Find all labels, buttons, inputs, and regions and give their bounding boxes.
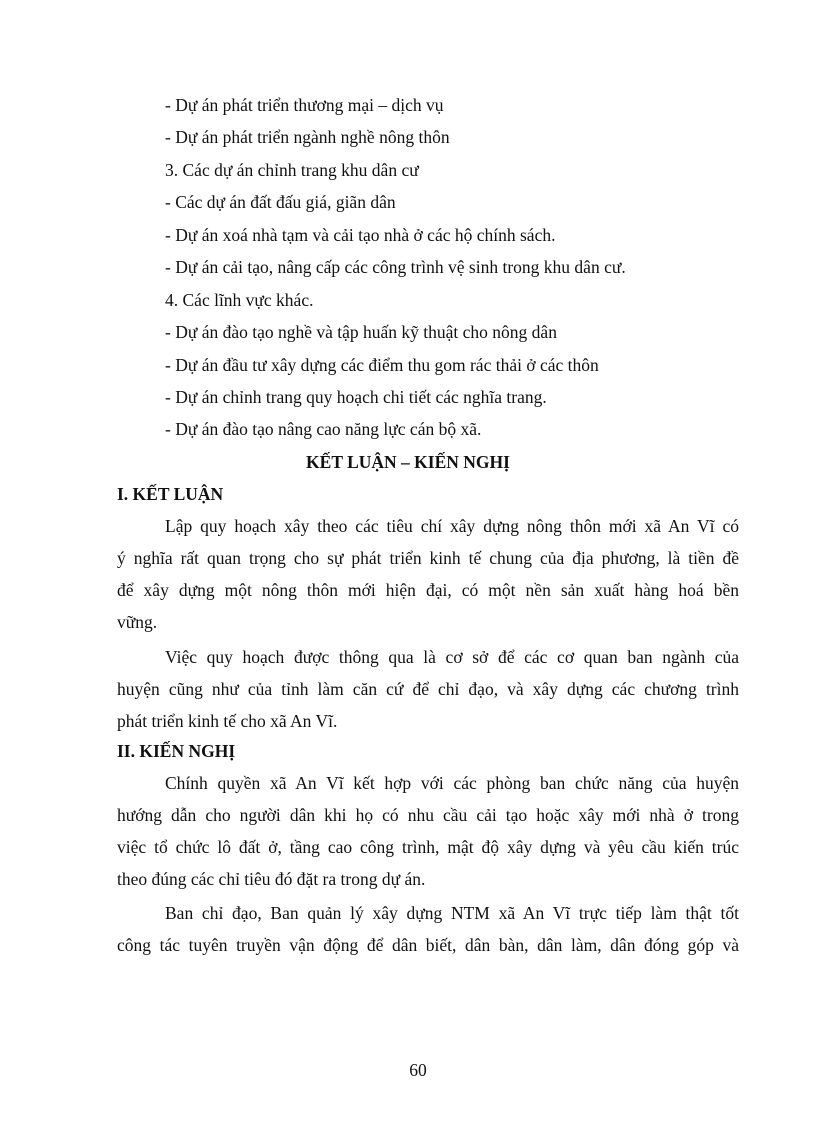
list-item: - Dự án phát triển thương mại – dịch vụ [165,95,444,115]
list-item: - Dự án đào tạo nâng cao năng lực cán bộ xã. [165,419,482,439]
list-item: - Các dự án đất đấu giá, giãn dân [165,192,396,212]
recommendation-heading: II. KIẾN NGHỊ [117,741,236,761]
paragraph-line: Việc quy hoạch được thông qua là cơ sở để các cơ quan ban ngành của [165,647,739,667]
list-item: - Dự án chỉnh trang quy hoạch chi tiết các nghĩa trang. [165,387,547,407]
paragraph-line: theo đúng các chỉ tiêu đó đặt ra trong dự án. [117,869,426,889]
paragraph-line: hướng dẫn cho người dân khi họ có nhu cầu cải tạo hoặc xây mới nhà ở trong [117,805,739,825]
list-item: - Dự án phát triển ngành nghề nông thôn [165,127,450,147]
paragraph-line: Lập quy hoạch xây theo các tiêu chí xây dựng nông thôn mới xã An Vĩ có [165,516,739,536]
paragraph-line: công tác tuyên truyền vận động để dân biết, dân bàn, dân làm, dân đóng góp và [117,935,739,955]
paragraph-line: để xây dựng một nông thôn mới hiện đại, có một nền sản xuất hàng hoá bền [117,580,739,600]
paragraph-line: phát triển kinh tế cho xã An Vĩ. [117,711,338,731]
paragraph-line: vững. [117,612,158,632]
list-item: - Dự án đào tạo nghề và tập huấn kỹ thuật cho nông dân [165,322,557,342]
paragraph-line: huyện cũng như của tỉnh làm căn cứ để chỉ đạo, và xây dựng các chương trình [117,679,739,699]
paragraph-line: ý nghĩa rất quan trọng cho sự phát triển kinh tế chung của địa phương, là tiền đề [117,548,739,568]
list-item: - Dự án đầu tư xây dựng các điểm thu gom rác thải ở các thôn [165,355,599,375]
list-subheading: 3. Các dự án chỉnh trang khu dân cư [165,160,419,180]
list-subheading: 4. Các lĩnh vực khác. [165,290,314,310]
list-item: - Dự án cải tạo, nâng cấp các công trình vệ sinh trong khu dân cư. [165,257,626,277]
page-number: 60 [409,1060,427,1080]
paragraph-line: Ban chỉ đạo, Ban quản lý xây dựng NTM xã An Vĩ trực tiếp làm thật tốt [165,903,739,923]
section-title: KẾT LUẬN – KIẾN NGHỊ [306,452,510,472]
paragraph-line: Chính quyền xã An Vĩ kết hợp với các phòng ban chức năng của huyện [165,773,739,793]
conclusion-heading: I. KẾT LUẬN [117,484,224,504]
list-item: - Dự án xoá nhà tạm và cải tạo nhà ở các hộ chính sách. [165,225,556,245]
paragraph-line: việc tổ chức lô đất ở, tầng cao công trình, mật độ xây dựng và yêu cầu kiến trúc [117,837,739,857]
